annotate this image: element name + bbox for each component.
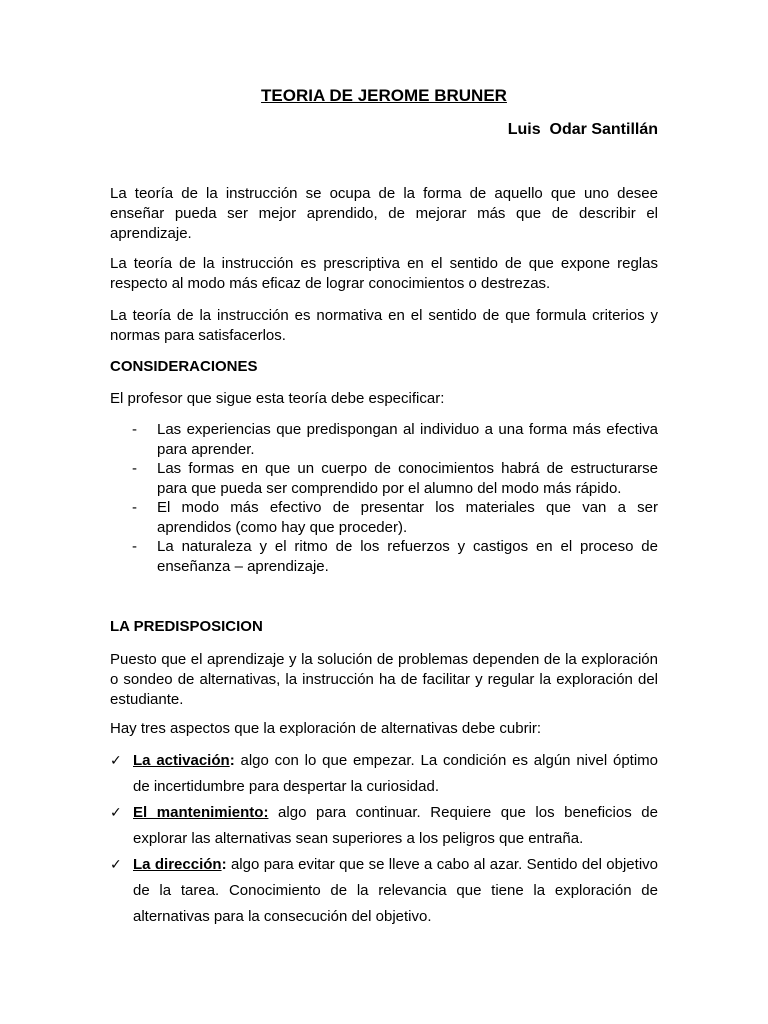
aspect-term: La activación xyxy=(133,752,230,769)
checkmark-icon: ✓ xyxy=(110,753,122,769)
aspect-colon: : xyxy=(221,856,227,873)
considerations-list xyxy=(110,420,658,576)
intro-paragraph-3: La teoría de la instrucción es normativa en el sentido de que formula criterios y normas para satisfacerlos. xyxy=(110,307,658,344)
list-item xyxy=(110,800,658,852)
considerations-lead: El profesor que sigue esta teoría debe especificar: xyxy=(110,390,445,407)
list-item xyxy=(110,420,658,459)
list-item-text: El modo más efectivo de presentar los materiales que van a ser aprendidos (como hay que proceder). xyxy=(157,499,658,536)
considerations-heading: CONSIDERACIONES xyxy=(110,358,258,375)
list-item-text: La naturaleza y el ritmo de los refuerzos y castigos en el proceso de enseñanza – aprendizaje. xyxy=(157,538,658,575)
aspects-list xyxy=(110,748,658,930)
checkmark-icon: ✓ xyxy=(110,857,122,873)
list-item xyxy=(110,748,658,800)
dash-bullet: - xyxy=(132,460,137,477)
aspect-colon: : xyxy=(229,752,235,769)
dash-bullet: - xyxy=(132,421,137,438)
author-name: Luis Odar Santillán xyxy=(507,121,658,138)
document-title: TEORIA DE JEROME BRUNER xyxy=(261,86,507,105)
predisposition-heading: LA PREDISPOSICION xyxy=(110,618,263,635)
predisposition-lead: Hay tres aspectos que la exploración de alternativas debe cubrir: xyxy=(110,720,542,737)
aspect-term: El mantenimiento: xyxy=(133,804,269,821)
list-item xyxy=(110,537,658,576)
aspect-text: algo para continuar. Requiere que los beneficios de explorar las alternativas sean superiores a los peligros que entraña. xyxy=(133,804,658,847)
intro-paragraph-2: La teoría de la instrucción es prescriptiva en el sentido de que expone reglas respecto al modo más eficaz de lograr conocimientos o destrezas. xyxy=(110,255,658,292)
aspect-text: algo con lo que empezar. La condición es algún nivel óptimo de incertidumbre para despertar la curiosidad. xyxy=(133,752,658,795)
list-item-text: Las formas en que un cuerpo de conocimientos habrá de estructurarse para que pueda ser comprendido por el alumno del modo más rápido. xyxy=(157,460,658,497)
list-item xyxy=(110,459,658,498)
dash-bullet: - xyxy=(132,499,137,516)
list-item-text: Las experiencias que predispongan al individuo a una forma más efectiva para aprender. xyxy=(157,421,658,458)
dash-bullet: - xyxy=(132,538,137,555)
predisposition-paragraph: Puesto que el aprendizaje y la solución de problemas dependen de la exploración o sondeo de alternativas, la instrucción ha de facilitar y regular la exploración del estudiante. xyxy=(110,651,658,708)
checkmark-icon: ✓ xyxy=(110,805,122,821)
list-item xyxy=(110,852,658,930)
aspect-term: La dirección xyxy=(133,856,222,873)
intro-paragraph-1: La teoría de la instrucción se ocupa de la forma de aquello que uno desee enseñar pueda ser mejor aprendido, de mejorar más que de describir el aprendizaje. xyxy=(110,185,658,242)
aspect-text: algo para evitar que se lleve a cabo al azar. Sentido del objetivo de la tarea. Conocimiento de la relevancia que tiene la exploración de alternativas para la consecución del objetivo. xyxy=(133,856,658,925)
list-item xyxy=(110,498,658,537)
